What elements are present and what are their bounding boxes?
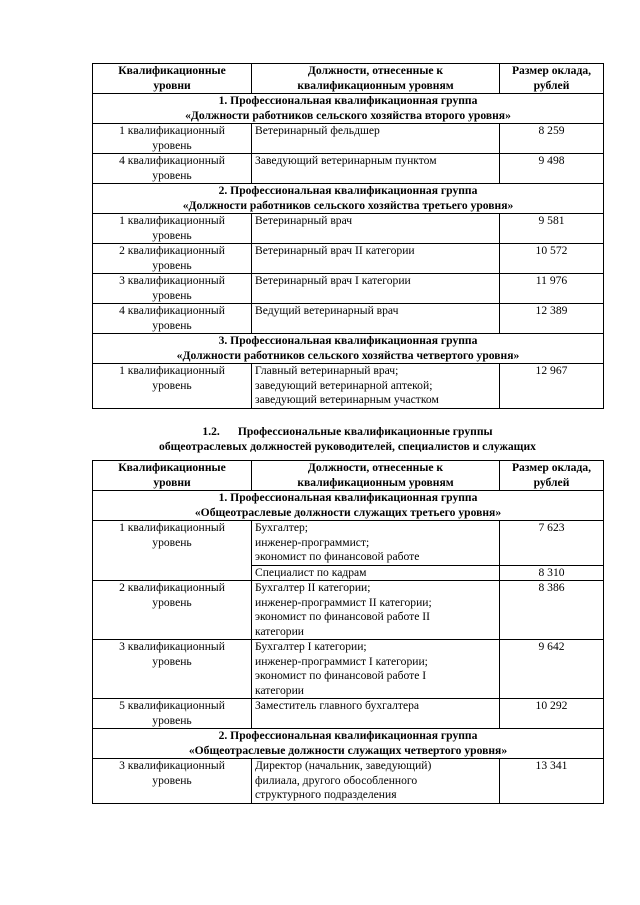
- salary-cell: 9 581: [500, 214, 604, 244]
- position-cell: Специалист по кадрам: [252, 565, 500, 581]
- table-row: [93, 244, 604, 274]
- salary-table-agriculture: [92, 63, 604, 409]
- table-row: [93, 699, 604, 729]
- table-row: [93, 364, 604, 409]
- table-row: [93, 274, 604, 304]
- group-title-row: [93, 184, 604, 214]
- position-cell: Ветеринарный фельдшер: [252, 124, 500, 154]
- level-cell: 3 квалификационный уровень: [93, 759, 252, 804]
- salary-table-general: [92, 460, 604, 804]
- level-cell: 5 квалификационный уровень: [93, 699, 252, 729]
- group-title: 1. Профессиональная квалификационная группа «Общеотраслевые должности служащих третьего уровня»: [93, 491, 604, 521]
- table-row: [93, 124, 604, 154]
- salary-cell: 9 642: [500, 640, 604, 699]
- group-title: 2. Профессиональная квалификационная группа «Общеотраслевые должности служащих четвертого уровня»: [93, 729, 604, 759]
- group-title: 2. Профессиональная квалификационная группа «Должности работников сельского хозяйства третьего уровня»: [93, 184, 604, 214]
- position-cell: Ветеринарный врач II категории: [252, 244, 500, 274]
- header-positions: Должности, отнесенные к квалификационным уровням: [252, 461, 500, 491]
- salary-cell: 12 967: [500, 364, 604, 409]
- position-cell: Главный ветеринарный врач; заведующий ветеринарной аптекой; заведующий ветеринарным участком: [252, 364, 500, 409]
- level-cell: 1 квалификационный уровень: [93, 124, 252, 154]
- position-cell: Ветеринарный врач: [252, 214, 500, 244]
- table-row: [93, 759, 604, 804]
- position-cell: Бухгалтер II категории; инженер-программист II категории; экономист по финансовой работе II категории: [252, 581, 500, 640]
- header-positions: Должности, отнесенные к квалификационным уровням: [252, 64, 500, 94]
- position-cell: Директор (начальник, заведующий) филиала, другого обособленного структурного подразделения: [252, 759, 500, 804]
- position-cell: Ведущий ветеринарный врач: [252, 304, 500, 334]
- table-row: [93, 154, 604, 184]
- section-number: 1.2.: [202, 425, 220, 438]
- salary-cell: 9 498: [500, 154, 604, 184]
- salary-cell: 7 623: [500, 521, 604, 566]
- header-salary: Размер оклада, рублей: [500, 461, 604, 491]
- position-cell: Бухгалтер I категории; инженер-программист I категории; экономист по финансовой работе I категории: [252, 640, 500, 699]
- position-cell: Заместитель главного бухгалтера: [252, 699, 500, 729]
- level-cell: 4 квалификационный уровень: [93, 304, 252, 334]
- salary-cell: 11 976: [500, 274, 604, 304]
- group-title-row: [93, 94, 604, 124]
- salary-cell: 8 310: [500, 565, 604, 581]
- table-row: [93, 640, 604, 699]
- header-salary: Размер оклада, рублей: [500, 64, 604, 94]
- level-cell: 3 квалификационный уровень: [93, 274, 252, 304]
- level-cell: 2 квалификационный уровень: [93, 581, 252, 640]
- table-row: [93, 521, 604, 566]
- salary-cell: 13 341: [500, 759, 604, 804]
- section-title: [92, 424, 603, 454]
- salary-cell: 12 389: [500, 304, 604, 334]
- salary-cell: 10 572: [500, 244, 604, 274]
- group-title-row: [93, 491, 604, 521]
- position-cell: Бухгалтер; инженер-программист; экономист по финансовой работе: [252, 521, 500, 566]
- group-title-row: [93, 729, 604, 759]
- level-cell: 2 квалификационный уровень: [93, 244, 252, 274]
- section-title-line2: общеотраслевых должностей руководителей, специалистов и служащих: [159, 440, 536, 453]
- level-cell: 1 квалификационный уровень: [93, 521, 252, 581]
- table-row: [93, 214, 604, 244]
- table-row: [93, 304, 604, 334]
- salary-cell: 8 259: [500, 124, 604, 154]
- level-cell: 1 квалификационный уровень: [93, 214, 252, 244]
- salary-cell: 8 386: [500, 581, 604, 640]
- header-levels: Квалификационные уровни: [93, 461, 252, 491]
- group-title: 1. Профессиональная квалификационная группа «Должности работников сельского хозяйства второго уровня»: [93, 94, 604, 124]
- level-cell: 1 квалификационный уровень: [93, 364, 252, 409]
- level-cell: 4 квалификационный уровень: [93, 154, 252, 184]
- header-levels: Квалификационные уровни: [93, 64, 252, 94]
- position-cell: Заведующий ветеринарным пунктом: [252, 154, 500, 184]
- table-header-row: [93, 461, 604, 491]
- group-title: 3. Профессиональная квалификационная группа «Должности работников сельского хозяйства четвертого уровня»: [93, 334, 604, 364]
- table-header-row: [93, 64, 604, 94]
- salary-cell: 10 292: [500, 699, 604, 729]
- section-title-line1: 1.2. Профессиональные квалификационные группы: [202, 425, 493, 438]
- group-title-row: [93, 334, 604, 364]
- level-cell: 3 квалификационный уровень: [93, 640, 252, 699]
- position-cell: Ветеринарный врач I категории: [252, 274, 500, 304]
- table-row: [93, 581, 604, 640]
